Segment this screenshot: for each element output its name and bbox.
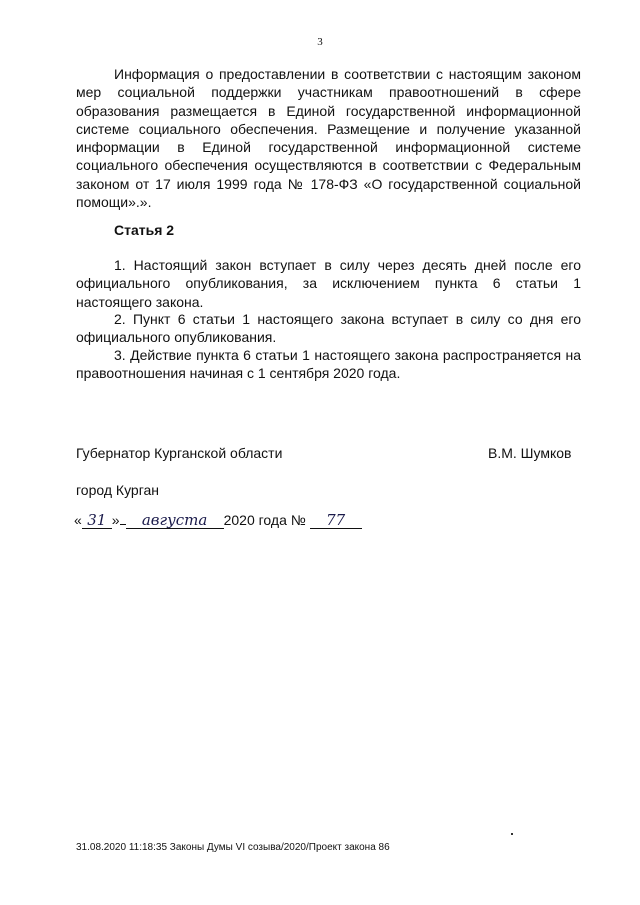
- signatory-title: Губернатор Курганской области: [76, 445, 283, 461]
- city-line: город Курган: [76, 482, 160, 498]
- page-number: 3: [317, 36, 323, 48]
- article-heading: Статья 2: [114, 222, 175, 238]
- year-text: 2020 года №: [223, 512, 306, 528]
- open-quote: «: [74, 512, 82, 528]
- intro-paragraph: Информация о предоставлении в соответствии с настоящим законом мер социальной поддержки участникам правоотношений в сфере образования размещается в Единой государственной информационной системе социального обеспечения. Размещение и получение указанной информации в Единой государственной информационной системе социального обеспечения осуществляются в соответствии с Федеральным законом от 17 июля 1999 года № 178-ФЗ «О государственной социальной помощи».».: [76, 66, 581, 211]
- article-item-2: 2. Пункт 6 статьи 1 настоящего закона вступает в силу со дня его официального опубликования.: [76, 311, 581, 346]
- handwritten-number: 77: [310, 512, 362, 529]
- article-item-1: 1. Настоящий закон вступает в силу через десять дней после его официального опубликования, за исключением пункта 6 статьи 1 настоящего закона.: [76, 257, 581, 310]
- signatory-name: В.М. Шумков: [488, 445, 572, 461]
- close-quote: »: [111, 512, 120, 528]
- footer-path: 31.08.2020 11:18:35 Законы Думы VI созыва/2020/Проект закона 86: [76, 842, 390, 853]
- handwritten-month: августа: [126, 512, 224, 529]
- handwritten-day: 31: [82, 512, 112, 529]
- dot-mark: [511, 833, 513, 835]
- article-item-3: 3. Действие пункта 6 статьи 1 настоящего закона распространяется на правоотношения начиная с 1 сентября 2020 года.: [76, 347, 581, 382]
- date-line: [74, 512, 362, 529]
